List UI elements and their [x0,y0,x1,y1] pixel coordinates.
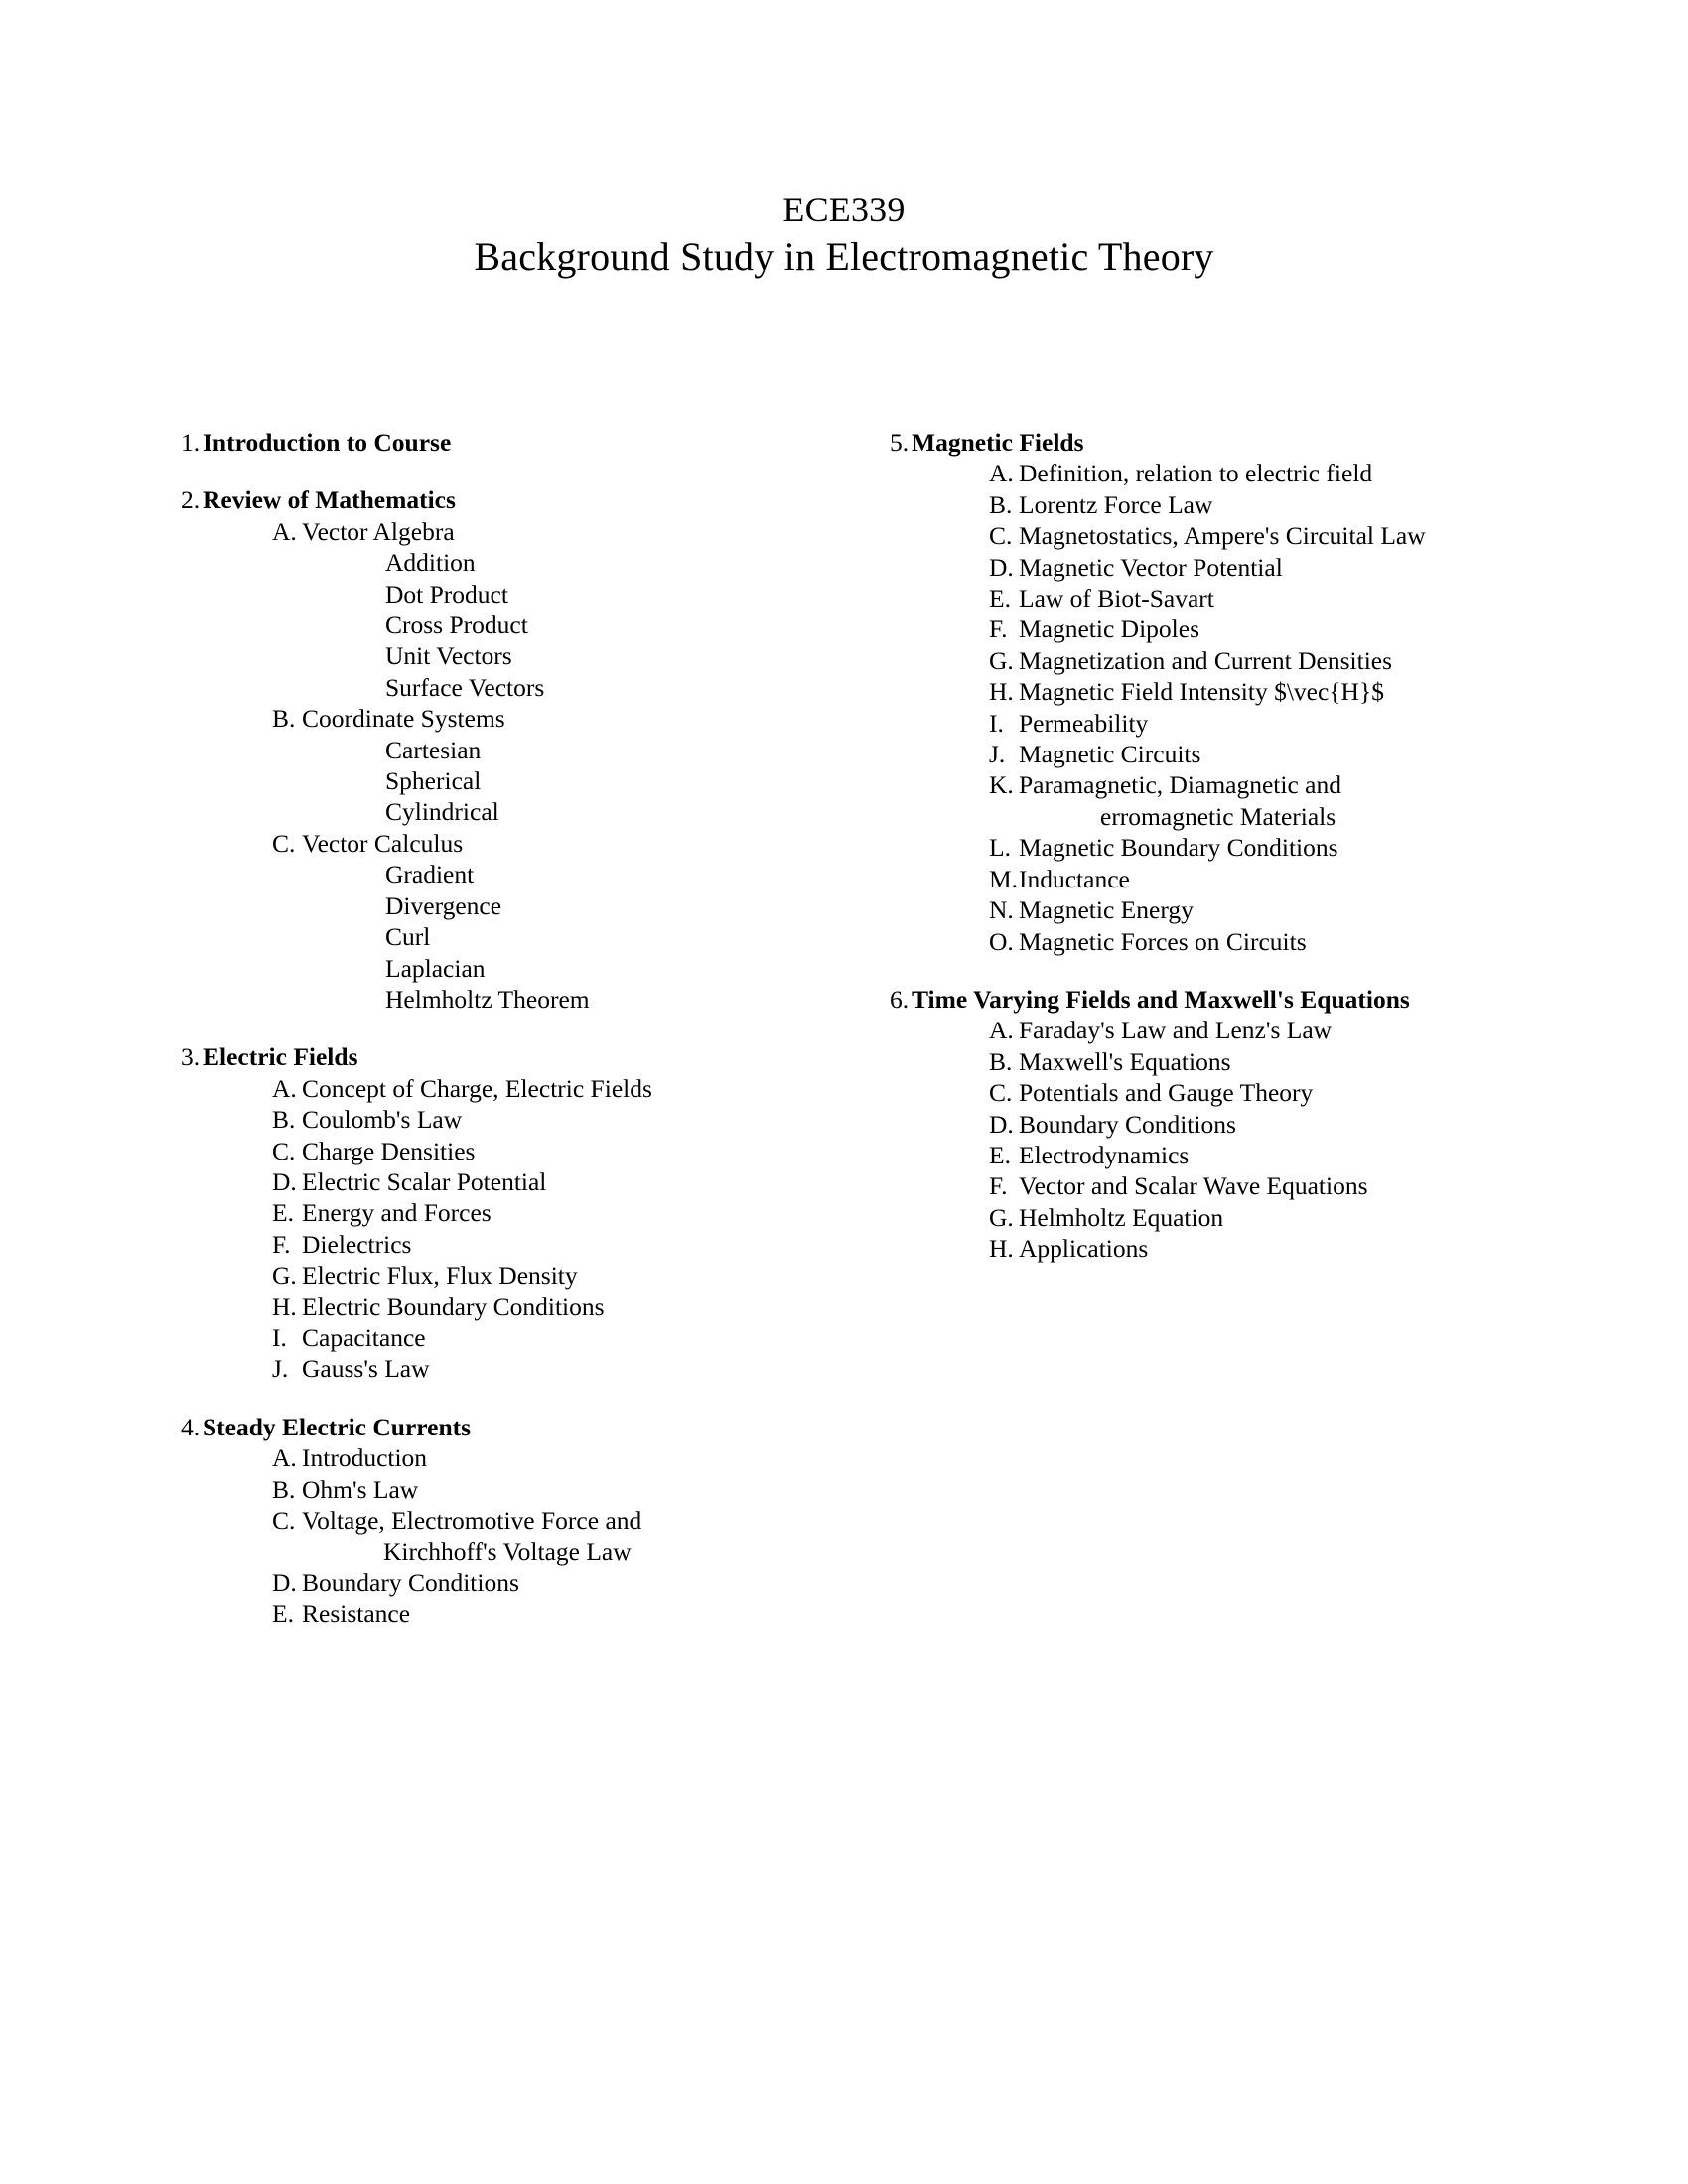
outline-subitem-spherical: Spherical [385,766,482,796]
section-heading-row [886,984,1601,1015]
outline-item-law-of-biot-savart [886,583,1601,614]
item-letter: I. [989,708,1004,738]
item-letter: E. [272,1599,294,1629]
item-label: Dielectrics [302,1229,412,1259]
item-label: Resistance [302,1599,411,1629]
item-letter: E. [989,584,1011,614]
outline-item-maxwell-s-equations [886,1046,1601,1077]
section-number: 3. [181,1042,201,1072]
item-letter: C. [272,1506,296,1535]
item-label: Magnetization and Current Densities [1019,645,1393,675]
item-label: Faraday's Law and Lenz's Law [1019,1016,1333,1045]
outline-item-vector-and-scalar-wave-equations [886,1170,1601,1201]
item-letter: D. [272,1568,297,1597]
section-number: 2. [181,485,201,515]
item-label: Electric Flux, Flux Density [302,1261,578,1291]
outline-subitem-laplacian: Laplacian [385,953,486,983]
outline-subitem-curl: Curl [385,922,431,952]
item-label: Electric Scalar Potential [302,1166,547,1196]
outline-section-review-of-mathematics [177,484,832,1015]
outline-item-concept-of-charge-electric-fields [177,1073,832,1104]
outline-item-coulomb-s-law [177,1104,832,1135]
outline-item-magnetic-boundary-conditions [886,832,1601,863]
item-label: Coordinate Systems [302,704,505,734]
outline-item-electric-boundary-conditions [177,1292,832,1322]
outline-item-magnetic-dipoles [886,614,1601,644]
outline-item-resistance [177,1598,832,1629]
outline-item-electrodynamics [886,1140,1601,1170]
item-letter: C. [989,521,1013,551]
item-label: Charge Densities [302,1136,476,1165]
item-letter: B. [989,489,1013,519]
outline-item-introduction [177,1442,832,1473]
item-label: Definition, relation to electric field [1019,459,1373,488]
item-letter: E. [989,1140,1011,1169]
section-title: Electric Fields [203,1042,358,1072]
outline-subitem-gradient: Gradient [385,860,475,889]
item-letter: I. [272,1322,287,1352]
item-label: Helmholtz Equation [1019,1202,1224,1232]
item-letter: B. [272,704,296,734]
item-label: Coulomb's Law [302,1105,463,1135]
item-label: Magnetic Vector Potential [1019,552,1283,582]
item-label: Ohm's Law [302,1474,419,1504]
outline-subitem-surface-vectors: Surface Vectors [385,672,545,702]
item-letter: C. [272,1136,296,1165]
item-letter: D. [272,1166,297,1196]
outline-item-charge-densities [177,1136,832,1166]
section-number: 6. [890,984,910,1014]
outline-item-definition-relation-to-electric-field [886,458,1601,488]
item-letter: A. [272,1443,297,1473]
section-title: Time Varying Fields and Maxwell's Equations [912,984,1410,1014]
item-label: Magnetic Boundary Conditions [1019,833,1338,863]
section-title: Magnetic Fields [912,428,1084,457]
item-label: Lorentz Force Law [1019,489,1213,519]
outline-section-electric-fields [177,1041,832,1384]
item-letter: M. [989,864,1019,893]
item-label: Paramagnetic, Diamagnetic and [1019,770,1341,800]
item-label: Inductance [1019,864,1130,893]
item-letter: G. [989,1202,1014,1232]
outline-column-left [177,427,832,1630]
item-letter: A. [989,459,1014,488]
item-letter: F. [272,1229,291,1259]
outline-subitem-unit-vectors: Unit Vectors [385,641,512,671]
item-label: Voltage, Electromotive Force and [302,1506,642,1535]
outline-section-magnetic-fields [886,427,1601,957]
outline-subitem-divergence: Divergence [385,890,502,920]
outline-item-paramagnetic-diamagnetic-and [886,769,1601,800]
outline-subitem-cylindrical: Cylindrical [385,797,499,827]
item-label: Gauss's Law [302,1354,430,1384]
outline-subitem-addition: Addition [385,548,476,578]
outline-item-coordinate-systems [177,703,832,734]
item-label: Magnetic Energy [1019,895,1194,925]
item-label: Law of Biot-Savart [1019,584,1214,614]
outline-item-potentials-and-gauge-theory [886,1077,1601,1108]
section-number: 5. [890,428,910,457]
outline-section-time-varying-fields-and-maxwell-s-equations [886,984,1601,1265]
item-letter: G. [272,1261,297,1291]
item-letter: G. [989,645,1014,675]
item-label: Magnetic Circuits [1019,740,1201,769]
outline-item-dielectrics [177,1229,832,1260]
outline-subitem-helmholtz-theorem: Helmholtz Theorem [385,984,590,1014]
item-label: Applications [1019,1234,1149,1264]
outline-item-magnetic-circuits [886,739,1601,769]
section-number: 1. [181,428,201,457]
item-letter: C. [989,1078,1013,1108]
item-label: Vector and Scalar Wave Equations [1019,1171,1368,1201]
outline-item-magnetic-field-intensity-vec-h [886,676,1601,707]
item-label: Boundary Conditions [302,1568,519,1597]
outline-item-applications [886,1233,1601,1264]
outline-item-lorentz-force-law [886,489,1601,520]
item-letter: H. [272,1292,297,1321]
item-label: Electric Boundary Conditions [302,1292,605,1321]
item-label: Magnetostatics, Ampere's Circuital Law [1019,521,1426,551]
item-letter: A. [989,1016,1014,1045]
outline-item-faraday-s-law-and-lenz-s-law [886,1015,1601,1045]
course-code: ECE339 [782,190,906,229]
item-letter: J. [272,1354,289,1384]
outline-section-introduction-to-course [177,427,832,458]
section-title: Review of Mathematics [203,485,456,515]
item-label: Vector Algebra [302,516,455,546]
outline-item-inductance [886,864,1601,894]
item-letter: B. [272,1474,296,1504]
outline-item-boundary-conditions [886,1109,1601,1140]
section-title: Steady Electric Currents [203,1412,472,1441]
outline-item-continuation-kirchhoff-s-voltage-law: Kirchhoff's Voltage Law [383,1537,632,1567]
outline-item-magnetic-vector-potential [886,552,1601,583]
section-heading-row [177,427,832,458]
outline-item-electric-scalar-potential [177,1166,832,1197]
outline-item-electric-flux-flux-density [177,1260,832,1291]
item-label: Energy and Forces [302,1198,492,1228]
outline-item-vector-algebra [177,516,832,547]
item-label: Magnetic Field Intensity $\vec{H}$ [1019,677,1384,707]
outline-item-magnetic-energy [886,894,1601,925]
outline-section-steady-electric-currents [177,1412,832,1630]
section-number: 4. [181,1412,201,1441]
item-letter: B. [989,1046,1013,1076]
page-title: Background Study in Electromagnetic Theory [474,234,1214,279]
section-heading-row [177,484,832,515]
outline-subitem-dot-product: Dot Product [385,579,508,609]
item-label: Vector Calculus [302,828,464,858]
item-label: Permeability [1019,708,1149,738]
item-letter: H. [989,1234,1014,1264]
item-letter: C. [272,828,296,858]
item-letter: A. [272,516,297,546]
section-heading-row [177,1412,832,1442]
item-letter: D. [989,552,1014,582]
outline-item-capacitance [177,1322,832,1353]
outline-item-magnetostatics-ampere-s-circuital-law [886,520,1601,551]
outline-subitem-cartesian: Cartesian [385,735,482,764]
item-letter: N. [989,895,1014,925]
item-letter: K. [989,770,1014,800]
outline-item-magnetization-and-current-densities [886,645,1601,676]
section-title: Introduction to Course [203,428,452,457]
item-letter: F. [989,1171,1008,1201]
item-label: Electrodynamics [1019,1140,1190,1169]
item-label: Boundary Conditions [1019,1109,1236,1139]
outline-subitem-cross-product: Cross Product [385,611,528,640]
outline-columns [0,427,1688,1717]
outline-item-voltage-electromotive-force-and [177,1505,832,1536]
item-letter: E. [272,1198,294,1228]
outline-item-energy-and-forces [177,1197,832,1228]
item-label: Maxwell's Equations [1019,1046,1231,1076]
item-letter: B. [272,1105,296,1135]
item-label: Concept of Charge, Electric Fields [302,1073,652,1103]
outline-item-magnetic-forces-on-circuits [886,926,1601,957]
item-letter: J. [989,740,1006,769]
item-letter: L. [989,833,1011,863]
item-label: Magnetic Dipoles [1019,614,1199,644]
outline-item-vector-calculus [177,828,832,859]
item-letter: H. [989,677,1014,707]
item-label: Capacitance [302,1322,426,1352]
item-label: Potentials and Gauge Theory [1019,1078,1314,1108]
outline-item-permeability [886,708,1601,739]
section-heading-row [177,1041,832,1072]
section-heading-row [886,427,1601,458]
outline-item-ohm-s-law [177,1474,832,1505]
document-title-block [0,187,1688,282]
outline-item-gauss-s-law [177,1353,832,1384]
item-letter: O. [989,926,1014,956]
outline-column-right [886,427,1601,1265]
outline-item-continuation-erromagnetic-materials: erromagnetic Materials [1100,801,1336,831]
outline-item-helmholtz-equation [886,1202,1601,1233]
item-label: Magnetic Forces on Circuits [1019,926,1307,956]
item-letter: F. [989,614,1008,644]
item-label: Introduction [302,1443,428,1473]
item-letter: A. [272,1073,297,1103]
item-letter: D. [989,1109,1014,1139]
outline-item-boundary-conditions [177,1568,832,1598]
